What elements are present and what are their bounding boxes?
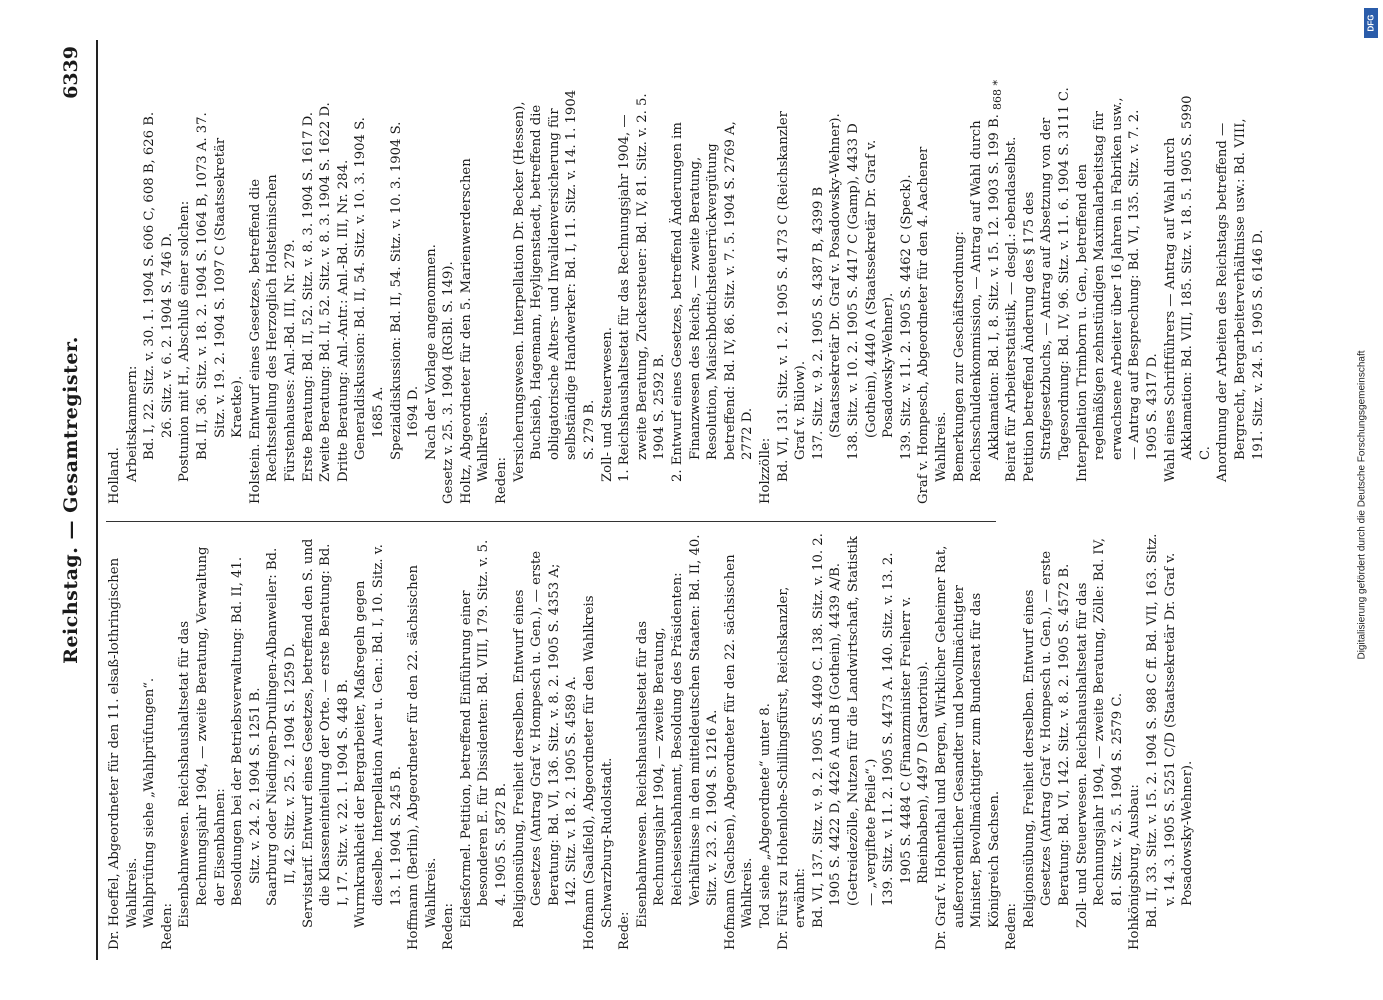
entry-line: Religionsübung, Freiheit derselben. Entwurf eines Gesetzes (Antrag Graf v. Hompesch u. Gen.), — erste Beratung: Bd. VI, 142. Sitz. v. 8. 2. 1905 S. 4572 B. [1021,550,1073,928]
entry-line: Zoll- und Steuerwesen. [599,327,615,482]
entry-line: 139. Sitz. v. 11. 2. 1905 S. 4473 A. 140. Sitz. v. 13. 2. 1905 S. 4484 C (Finanzminister Freiherr v. Rheinbaben), 4497 D (Sartorius). [881,552,932,906]
digitization-text: Digitalisierung gefördert durch die Deutsche Forschungsgemeinschaft [1356,350,1368,660]
entry-line: 139. Sitz. v. 11. 2. 1905 S. 4462 C (Speck). [898,174,914,460]
column-divider [106,521,996,522]
page-number: 6339 [60,46,82,99]
signature-mark: 868 * [991,80,1004,110]
entry-line: Bd. II, 33. Sitz. v. 15. 2. 1904 S. 988 C ff. Bd. VII, 163. Sitz. v. 14. 3. 1905 S. 5251 C/D (Staatssekretär Dr. Graf v. Posadowsky-Wehner). [1145,533,1196,928]
entry-line: Anordnung der Arbeiten des Reichstags betreffend — Bergrecht, Bergarbeiterverhältnisse usw.: Bd. VIII, 191. Sitz. v. 24. 5. 1905 S. 6146 D. [1215,118,1266,482]
entry-line: Nach der Vorlage angenommen. [423,244,439,460]
entry-hohenthal: Dr. Graf v. Hohenthal und Bergen, Wirklicher Geheimer Rat, außerordentlicher Gesandter und bevollmächtigter Minister, Bevollmächtigter zum Bundesrat für das Königreich Sachsen. [933,545,1002,950]
entry-line: Zweite Beratung: Bd. II, 52. Sitz. v. 8. 3. 1904 S. 1622 D. [318,102,334,482]
dfg-logo [1364,8,1378,38]
entry-line: Saarburg oder Niedingen-Drulingen-Albanweiler: Bd. II, 42. Sitz. v. 25. 2. 1904 S. 1259 D. [265,547,298,906]
entry-holstein: Holstein. Entwurf eines Gesetzes, betreffend die Rechtsstellung des Herzoglich Holsteinischen Fürstenhauses: Anl.-Bd. III, Nr. 279. [247,174,298,504]
entry-line: Wahl eines Schriftführers — Antrag auf Wahl durch Akklamation: Bd. VIII, 185. Sitz. v. 18. 5. 1905 S. 5990 C. [1162,95,1213,482]
entry-holzzoelle: Holzzölle: [757,437,773,504]
entry-hofmann-saalfeld: Hofmann (Saalfeld), Abgeordneter für den Wahlkreis Schwarzburg-Rudolstadt. [582,595,615,950]
register-title: Reichstag. — Gesamtregister. [60,336,82,664]
entry-line: Religionsübung, Freiheit derselben. Entwurf eines Gesetzes (Antrag Graf v. Hompesch u. Gen.), — erste Beratung: Bd. VI, 136. Sitz. v. 8. 2. 1905 S. 4353 A; 142. Sitz. v. 18. 2. 1905 S. 4589 A. [511,550,580,928]
entry-hompesch: Graf v. Hompesch, Abgeordneter für den 4. Aachener Wahlkreis. [916,146,949,504]
rotated-register-page [36,20,1346,980]
page-header [60,40,90,960]
entry-line: 137. Sitz. v. 9. 2. 1905 S. 4387 B, 4399 B (Staatssekretär Dr. Graf v. Posadowsky-Wehner). [810,113,844,460]
entry-line: Zoll- und Steuerwesen. Reichshaushaltsetat für das Rechnungsjahr 1904, — zweite Beratung, Zölle: Bd. IV, 81. Sitz. v. 2. 5. 1904 S. 2579 C. [1074,537,1125,928]
entry-line: Bd. VI, 131. Sitz. v. 1. 2. 1905 S. 4173 C (Reichskanzler Graf v. Bülow). [775,111,809,482]
entry-line: Wurmkrankheit der Bergarbeiter, Maßregeln gegen dieselbe. Interpellation Auer u. Gen.: Bd. I, 10. Sitz. v. 13. 1. 1904 S. 245 B. [353,544,404,928]
entry-hohenlohe: Dr. Fürst zu Hohenlohe-Schillingsfürst, Reichskanzler, erwähnt: [775,586,809,950]
entry-holtz: Holtz, Abgeordneter für den 5. Marienwerderschen Wahlkreis. [458,158,492,504]
entry-line: Versicherungswesen. Interpellation Dr. Becker (Hessen), Buchsieb, Hagemann, Heyligenstaedt, betreffend die obligatorische Alters- und Invalidenversicherung für selbständige Handwerker: Bd. I, 11. Sitz. v. 14. 1. 1904 S. 279 B. [511,89,598,482]
entry-line: Eisenbahnwesen. Reichshaushaltsetat für das Rechnungsjahr 1904, — zweite Beratung, Reichseisenbahnamt, Besoldung des Präsidenten: Verhältnisse in den mitteldeutschen Staaten: Bd. II, 40. Sitz. v. 23. 2. 1904 S. 1216 A. [634,534,721,928]
reden-label: Reden: [494,457,510,504]
entry-line: Bd. II, 36. Sitz. v. 18. 2. 1904 S. 1064 B, 1073 A. 37. Sitz. v. 19. 2. 1904 S. 1097 C (Staatssekretär Kraetke). [194,112,246,460]
entry-hofmann-sachsen: Hofmann (Sachsen), Abgeordneter für den 22. sächsischen Wahlkreis. [722,554,756,950]
entry-hoffmann-berlin: Hoffmann (Berlin), Abgeordneter für den 22. sächsischen Wahlkreis. [406,565,439,950]
entry-line: Interpellation Trimborn u. Gen., betreffend den regelmäßigen zehnstündigen Maximalarbeitstag für erwachsene Arbeiter über 16 Jahren in Fabriken usw., — Antrag auf Besprechung: Bd. VI, 135. Sitz. v. 7. 2. 1905 S. 4317 D. [1074,97,1161,482]
rede-label: Rede: [617,911,633,950]
entry-line: Gesetz v. 25. 3. 1904 (RGBl. S. 149). [441,261,457,504]
entry-line: Dritte Beratung: Anl.-Antr.: Anl.-Bd. III, Nr. 284. [335,159,351,482]
entry-hoeffel: Dr. Hoeffel, Abgeordneter für den 11. elsaß-lothringischen Wahlkreis. [107,557,140,950]
entry-line: Servistarif. Entwurf eines Gesetzes, betreffend den S. und die Klasseneinteilung der Orte. — erste Beratung: Bd. I, 17. Sitz. v. 22. 1. 1904 S. 448 B. [300,538,351,928]
dfg-logo-text: DFG [1366,14,1376,32]
entry-line: Erste Beratung: Bd. II, 52. Sitz. v. 8. 3. 1904 S. 1617 D. [300,112,316,482]
entry-line: 26. Sitz. v. 6. 2. 1904 S. 746 D. [159,232,175,438]
entry-line: Petition betreffend Änderung des § 175 des Strafgesetzbuchs, — Antrag auf Absetzung von der Tagesordnung: Bd. IV, 96. Sitz. v. 11. 6. 1904 S. 3111 C. [1021,87,1073,482]
entry-line: Generaldiskussion: Bd. II, 54. Sitz. v. 10. 3. 1904 S. 1685 A. [353,117,386,460]
reden-label: Reden: [441,903,457,950]
entry-line: Eisenbahnwesen. Reichshaushaltsetat für das Rechnungsjahr 1904, — zweite Beratung, Verwaltung der Eisenbahnen: [177,546,228,928]
entry-hohkoenigsburg: Hohkönigsburg, Ausbau: [1127,784,1143,950]
header-rule [96,40,98,960]
reden-label: Reden: [1004,903,1020,950]
entry-line: Bd. VI, 137. Sitz. v. 9. 2. 1905 S. 4409 C. 138. Sitz. v. 10. 2. 1905 S. 4422 D, 4426 A und B (Gothein), 4439 A/B. (Getreidezölle, Nutzen für die Landwirtschaft, Statistik — „vergiftete Pfeile“.) [810,533,879,928]
entry-line: Beirat für Arbeiterstatistik, — desgl.: ebendaselbst. [1004,136,1020,482]
entry-line: 2. Entwurf eines Gesetzes, betreffend Änderungen im Finanzwesen des Reichs, — zweite Beratung, Resolution, Maischbottichsteuerrückvergütung betreffend: Bd. IV, 86. Sitz. v. 7. 5. 1904 S. 2769 A, 2772 D. [670,121,756,482]
entry-line: Besoldungen bei der Betriebsverwaltung: Bd. II, 41. Sitz. v. 24. 2. 1904 S. 1251 B. [230,556,263,906]
digitization-note [1352,40,1374,970]
entry-line: Postunion mit H., Abschluß einer solchen: [177,200,193,482]
entry-line: Arbeitskammern: [124,365,140,482]
entry-line: Tod siehe „Abgeordnete“ unter 8. [757,703,773,928]
entry-line: Reichsschuldenkommission, — Antrag auf Wahl durch Akklamation: Bd. I, 8. Sitz. v. 15. 12. 1903 S. 199 B. [969,114,1002,482]
entry-line: Eidesformel. Petition, betreffend Einführung einer besonderen E. für Dissidenten: Bd. VIII, 179. Sitz. v. 5. 4. 1905 S. 5872 B. [458,539,510,928]
entry-line: Bd. I, 22. Sitz. v. 30. 1. 1904 S. 606 C, 608 B, 626 B. [142,111,158,460]
right-column [106,86,1267,504]
left-column [106,532,1197,950]
entry-line: Bemerkungen zur Geschäftsordnung: [951,231,967,482]
reden-label: Reden: [159,903,175,950]
entry-line: 138. Sitz. v. 10. 2. 1905 S. 4417 C (Gamp), 4433 D (Gothein), 4440 A (Staatssekretär Dr. Graf v. Posadowsky-Wehner). [845,123,897,460]
entry-line: 1. Reichshaushaltsetat für das Rechnungsjahr 1904, — zweite Beratung, Zuckersteuer: Bd. IV, 81. Sitz. v. 2. 5. 1904 S. 2592 B. [617,93,668,482]
entry-line: Spezialdiskussion: Bd. II, 54. Sitz. v. 10. 3. 1904 S. 1694 D. [388,121,422,460]
entry-holland: Holland. [107,447,122,504]
entry-line: Wahlprüfung siehe „Wahlprüfungen“. [142,677,158,928]
